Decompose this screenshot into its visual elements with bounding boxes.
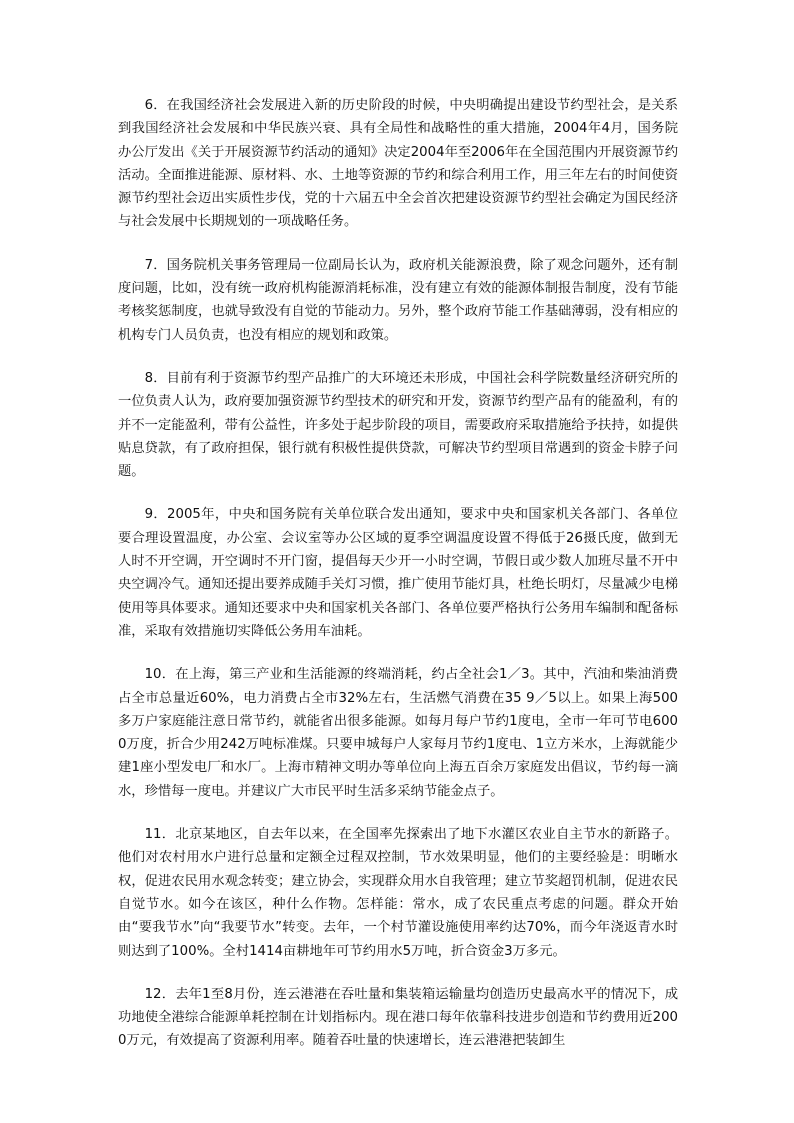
paragraph-6: 6．在我国经济社会发展进入新的历史阶段的时候，中央明确提出建设节约型社会，是关系到我国经济社会发展和中华民族兴衰、具有全局性和战略性的重大措施，2004年4月，国务院办公厅发出《关于开展资源节约活动的通知》决定2004年至2006年在全国范围内开展资源节约活动。全面推进能源、原材料、水、土地等资源的节约和综合利用工作，用三年左右的时间使资源节约型社会迈出实质性步伐，党的十六届五中全会首次把建设资源节约型社会确定为国民经济与社会发展中长期规划的一项战略任务。 [118, 98, 678, 230]
paragraph-11: 11．北京某地区，自去年以来，在全国率先探索出了地下水灌区农业自主节水的新路子。他们对农村用水户进行总量和定额全过程双控制，节水效果明显，他们的主要经验是：明晰水权，促进农民用水观念转变；建立协会，实现群众用水自我管理；建立节奖超罚机制，促进农民自觉节水。如今在该区，种什么作物。怎样能：常水，成了农民重点考虑的问题。群众开始由“要我节水”向“我要节水”转变。去年，一个村节灌设施使用率约达70%，而今年浇返青水时则达到了100%。全村1414亩耕地年可节约用水5万吨，折合资金3万多元。 [118, 827, 678, 959]
paragraph-8: 8．目前有利于资源节约型产品推广的大环境还未形成，中国社会科学院数量经济研究所的一位负责人认为，政府要加强资源节约型技术的研究和开发，资源节约型产品有的能盈利，有的并不一定能盈利，带有公益性，许多处于起步阶段的项目，需要政府采取措施给予扶持，如提供贴息贷款，有了政府担保，银行就有积极性提供贷款，可解决节约型项目常遇到的资金卡脖子问题。 [118, 370, 678, 480]
paragraph-9: 9．2005年，中央和国务院有关单位联合发出通知，要求中央和国家机关各部门、各单位要合理设置温度，办公室、会议室等办公区域的夏季空调温度设置不得低于26摄氏度，做到无人时不开空调，开空调时不开门窗，提倡每天少开一小时空调，节假日或少数人加班尽量不开中央空调冷气。通知还提出要养成随手关灯习惯，推广使用节能灯具，杜绝长明灯，尽量减少电梯使用等具体要求。通知还要求中央和国家机关各部门、各单位要严格执行公务用车编制和配备标准，采取有效措施切实降低公务用车油耗。 [118, 507, 678, 639]
document-body [118, 94, 678, 1073]
paragraph-10: 10．在上海，第三产业和生活能源的终端消耗，约占全社会1／3。其中，汽油和柴油消费占全市总量近60%，电力消费占全市32%左右，生活燃气消费在35 9／5以上。如果上海500多万户家庭能注意日常节约，就能省出很多能源。如每月每户节约1度电，全市一年可节电6000万度，折合少用242万吨标准煤。只要申城每户人家每月节约1度电、1立方米水，上海就能少建1座小型发电厂和水厂。上海市精神文明办等单位向上海五百余万家庭发出倡议，节约每一滴水，珍惜每一度电。并建议广大市民平时生活多采纳节能金点子。 [118, 667, 678, 799]
paragraph-12: 12．去年1至8月份，连云港港在吞吐量和集装箱运输量均创造历史最高水平的情况下，成功地使全港综合能源单耗控制在计划指标内。现在港口每年依靠科技进步创造和节约费用近2000万元，有效提高了资源利用率。随着吞吐量的快速增长，连云港港把装卸生 [118, 986, 678, 1049]
paragraph-7: 7．国务院机关事务管理局一位副局长认为，政府机关能源浪费，除了观念问题外，还有制度问题，比如，没有统一政府机构能源消耗标准，没有建立有效的能源体制报告制度，没有节能考核奖惩制度，也就导致没有自觉的节能动力。另外，整个政府节能工作基础薄弱，没有相应的机构专门人员负责，也没有相应的规划和政策。 [118, 257, 678, 343]
